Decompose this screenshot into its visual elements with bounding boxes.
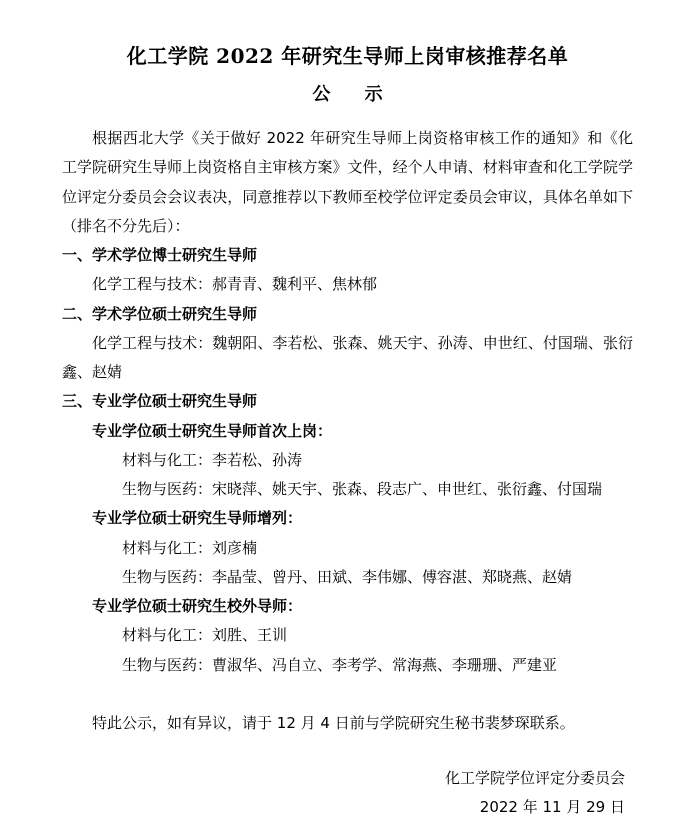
- subsection-2-entry-2-label: 生物与医药：: [122, 567, 213, 586]
- subsection-3-entry-1-label: 材料与化工：: [122, 626, 213, 645]
- subsection-2-entry-1-label: 材料与化工：: [122, 538, 213, 557]
- subsection-2-entry-2-names: 李晶莹、曾丹、田斌、李伟娜、傅容湛、郑晓燕、赵婧: [212, 567, 573, 586]
- page-subtitle: 公 示: [312, 84, 397, 105]
- subsection-1-entry-1-label: 材料与化工：: [122, 450, 213, 469]
- subsection-heading-2: 专业学位硕士研究生导师增列：: [92, 509, 303, 528]
- subsection-3-entry-2: [62, 651, 633, 680]
- signature-organization: 化工学院学位评定分委员会: [444, 769, 625, 787]
- subsection-2-entry-1-names: 刘彦楠: [212, 538, 258, 557]
- section-1-entry-1: [62, 270, 633, 299]
- subsection-2-entry-1: [62, 534, 633, 563]
- subsection-1-entry-2: [62, 475, 633, 504]
- subsection-1-entry-2-names: 宋晓萍、姚天宇、张森、段志广、申世红、张衍鑫、付国瑞: [212, 480, 603, 498]
- subsection-3-entry-1-names: 刘胜、王训: [212, 626, 288, 645]
- section-2-entry-1-names: 魏朝阳、李若松、张森、姚天宇、孙涛、申世红、付国瑞、张衍鑫、赵婧: [62, 333, 633, 381]
- signature-block: [62, 764, 633, 823]
- subsection-2-entry-2: [62, 563, 633, 592]
- section-1-entry-1-names: 郝青青、魏利平、焦林郁: [212, 275, 378, 294]
- subsection-1-entry-1-names: 李若松、孙涛: [212, 450, 303, 469]
- section-heading-3: 三、专业学位硕士研究生导师: [62, 392, 258, 411]
- closing-paragraph: 特此公示，如有异议，请于 12 月 4 日前与学院研究生秘书裴梦琛联系。: [92, 713, 575, 732]
- section-2-entry-1-label: 化学工程与技术：: [92, 333, 213, 352]
- subsection-1-entry-2-label: 生物与医药：: [122, 480, 213, 498]
- section-heading-2: 二、学术学位硕士研究生导师: [62, 304, 258, 323]
- document-body: [62, 124, 633, 823]
- section-heading-1: 一、学术学位博士研究生导师: [62, 246, 258, 264]
- subsection-3-entry-2-names: 曹淑华、冯自立、李考学、常海燕、李珊珊、严建亚: [212, 655, 558, 674]
- blank-line: [62, 680, 633, 709]
- section-1-entry-1-label: 化学工程与技术：: [92, 275, 213, 294]
- page-title: 化工学院 2022 年研究生导师上岗审核推荐名单: [126, 44, 569, 68]
- intro-paragraph: 根据西北大学《关于做好 2022 年研究生导师上岗资格审核工作的通知》和《化工学院研究生导师上岗资格自主审核方案》文件，经个人申请、材料审查和化工学院学位评定分委员会会议表决，同意推荐以下教师至校学位评定委员会审议，具体名单如下（排名不分先后）：: [62, 129, 633, 235]
- subsection-1-entry-1: [62, 446, 633, 475]
- section-2-entry-1: [62, 329, 633, 388]
- signature-date: 2022 年 11 月 29 日: [479, 798, 625, 817]
- subsection-heading-1: 专业学位硕士研究生导师首次上岗：: [92, 421, 333, 440]
- subsection-heading-3: 专业学位硕士研究生校外导师：: [92, 597, 303, 615]
- subsection-3-entry-2-label: 生物与医药：: [122, 655, 213, 674]
- subsection-3-entry-1: [62, 621, 633, 650]
